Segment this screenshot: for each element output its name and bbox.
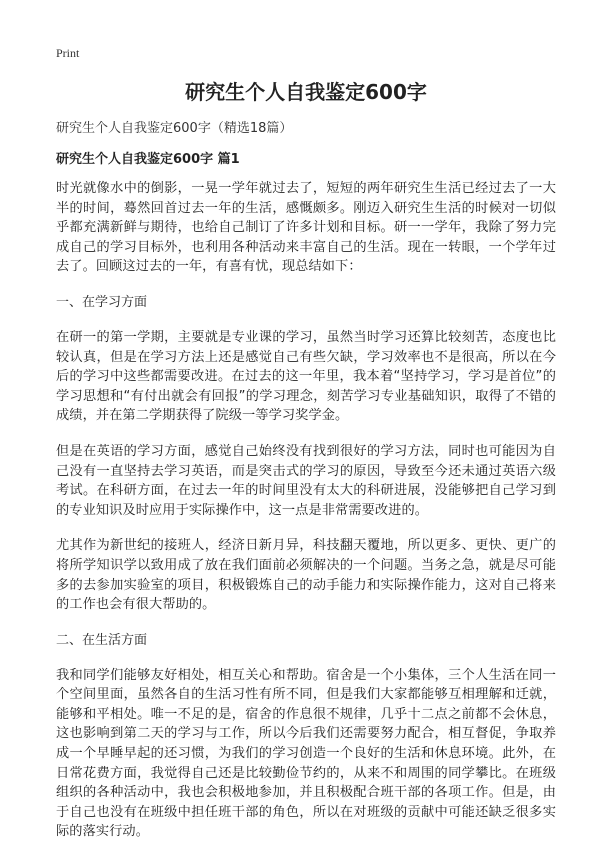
page-subtitle: 研究生个人自我鉴定600字（精选18篇）	[56, 121, 293, 136]
subheading-life: 二、在生活方面	[56, 632, 148, 648]
paragraph-intro: 时光就像水中的倒影，一晃一学年就过去了，短短的两年研究生生活已经过去了一大半的时间，蓦然回首过去一年的生活，感慨颇多。刚迈入研究生生活的时候对一切似乎都充满新鲜与期待，也给自己制订了许多计划和目标。研一一学年，我除了努力完成自己的学习目标外，也利用各种活动来丰富自己的生活。现在一转眼，一个学年过去了。回顾这过去的一年，有喜有忧，现总结如下：	[56, 181, 556, 275]
paragraph-life-1: 我和同学们能够友好相处，相互关心和帮助。宿舍是一个小集体，三个人生活在同一个空间里面，虽然各自的生活习性有所不同，但是我们大家都能够互相理解和迁就，能够和平相处。唯一不足的是，宿舍的作息很不规律，几乎十二点之前都不会休息，这也影响到第二天的学习与工作，所以今后我们还需要努力配合，相互督促，争取养成一个早睡早起的还习惯，为我们的学习创造一个良好的生活和休息环境。此外，在日常花费方面，我觉得自己还是比较勤俭节约的，从来不和周围的同学攀比。在班级组织的各种活动中，我也会积极地参加，并且积极配合班干部的各项工作。但是，由于自己也没有在班级中担任班干部的角色，所以在对班级的贡献中可能还缺乏很多实际的落实行动。	[56, 667, 556, 840]
print-label[interactable]: Print	[56, 46, 80, 60]
section-heading: 研究生个人自我鉴定600字 篇1	[56, 152, 240, 167]
page-title: 研究生个人自我鉴定600字	[185, 80, 427, 104]
paragraph-study-1: 在研一的第一学期，主要就是专业课的学习，虽然当时学习还算比较刻苦，态度也比较认真，但是在学习方法上还是感觉自己有些欠缺，学习效率也不是很高，所以在今后的学习中这些都需要改进。在过去的这一年里，我本着“坚持学习，学习是首位”的学习思想和“有付出就会有回报”的学习理念，刻苦学习专业基础知识，取得了不错的成绩，并在第二学期获得了院级一等学习奖学金。	[56, 329, 556, 424]
paragraph-study-2: 但是在英语的学习方面，感觉自己始终没有找到很好的学习方法，同时也可能因为自己没有一直坚持去学习英语，而是突击式的学习的原因，导致至今还未通过英语六级考试。在科研方面，在过去一年的时间里没有太大的科研进展，没能够把自己学习到的专业知识及时应用于实际操作中，这一点是非常需要改进的。	[56, 443, 556, 518]
document-body	[56, 179, 556, 858]
paragraph-study-3: 尤其作为新世纪的接班人，经济日新月异，科技翻天覆地，所以更多、更快、更广的将所学知识学以致用成了放在我们面前必须解决的一个问题。当务之急，就是尽可能多的去参加实验室的项目，积极锻炼自己的动手能力和实际操作能力，这对自己将来的工作也会有很大帮助的。	[56, 538, 556, 613]
subheading-study: 一、在学习方面	[56, 294, 148, 310]
